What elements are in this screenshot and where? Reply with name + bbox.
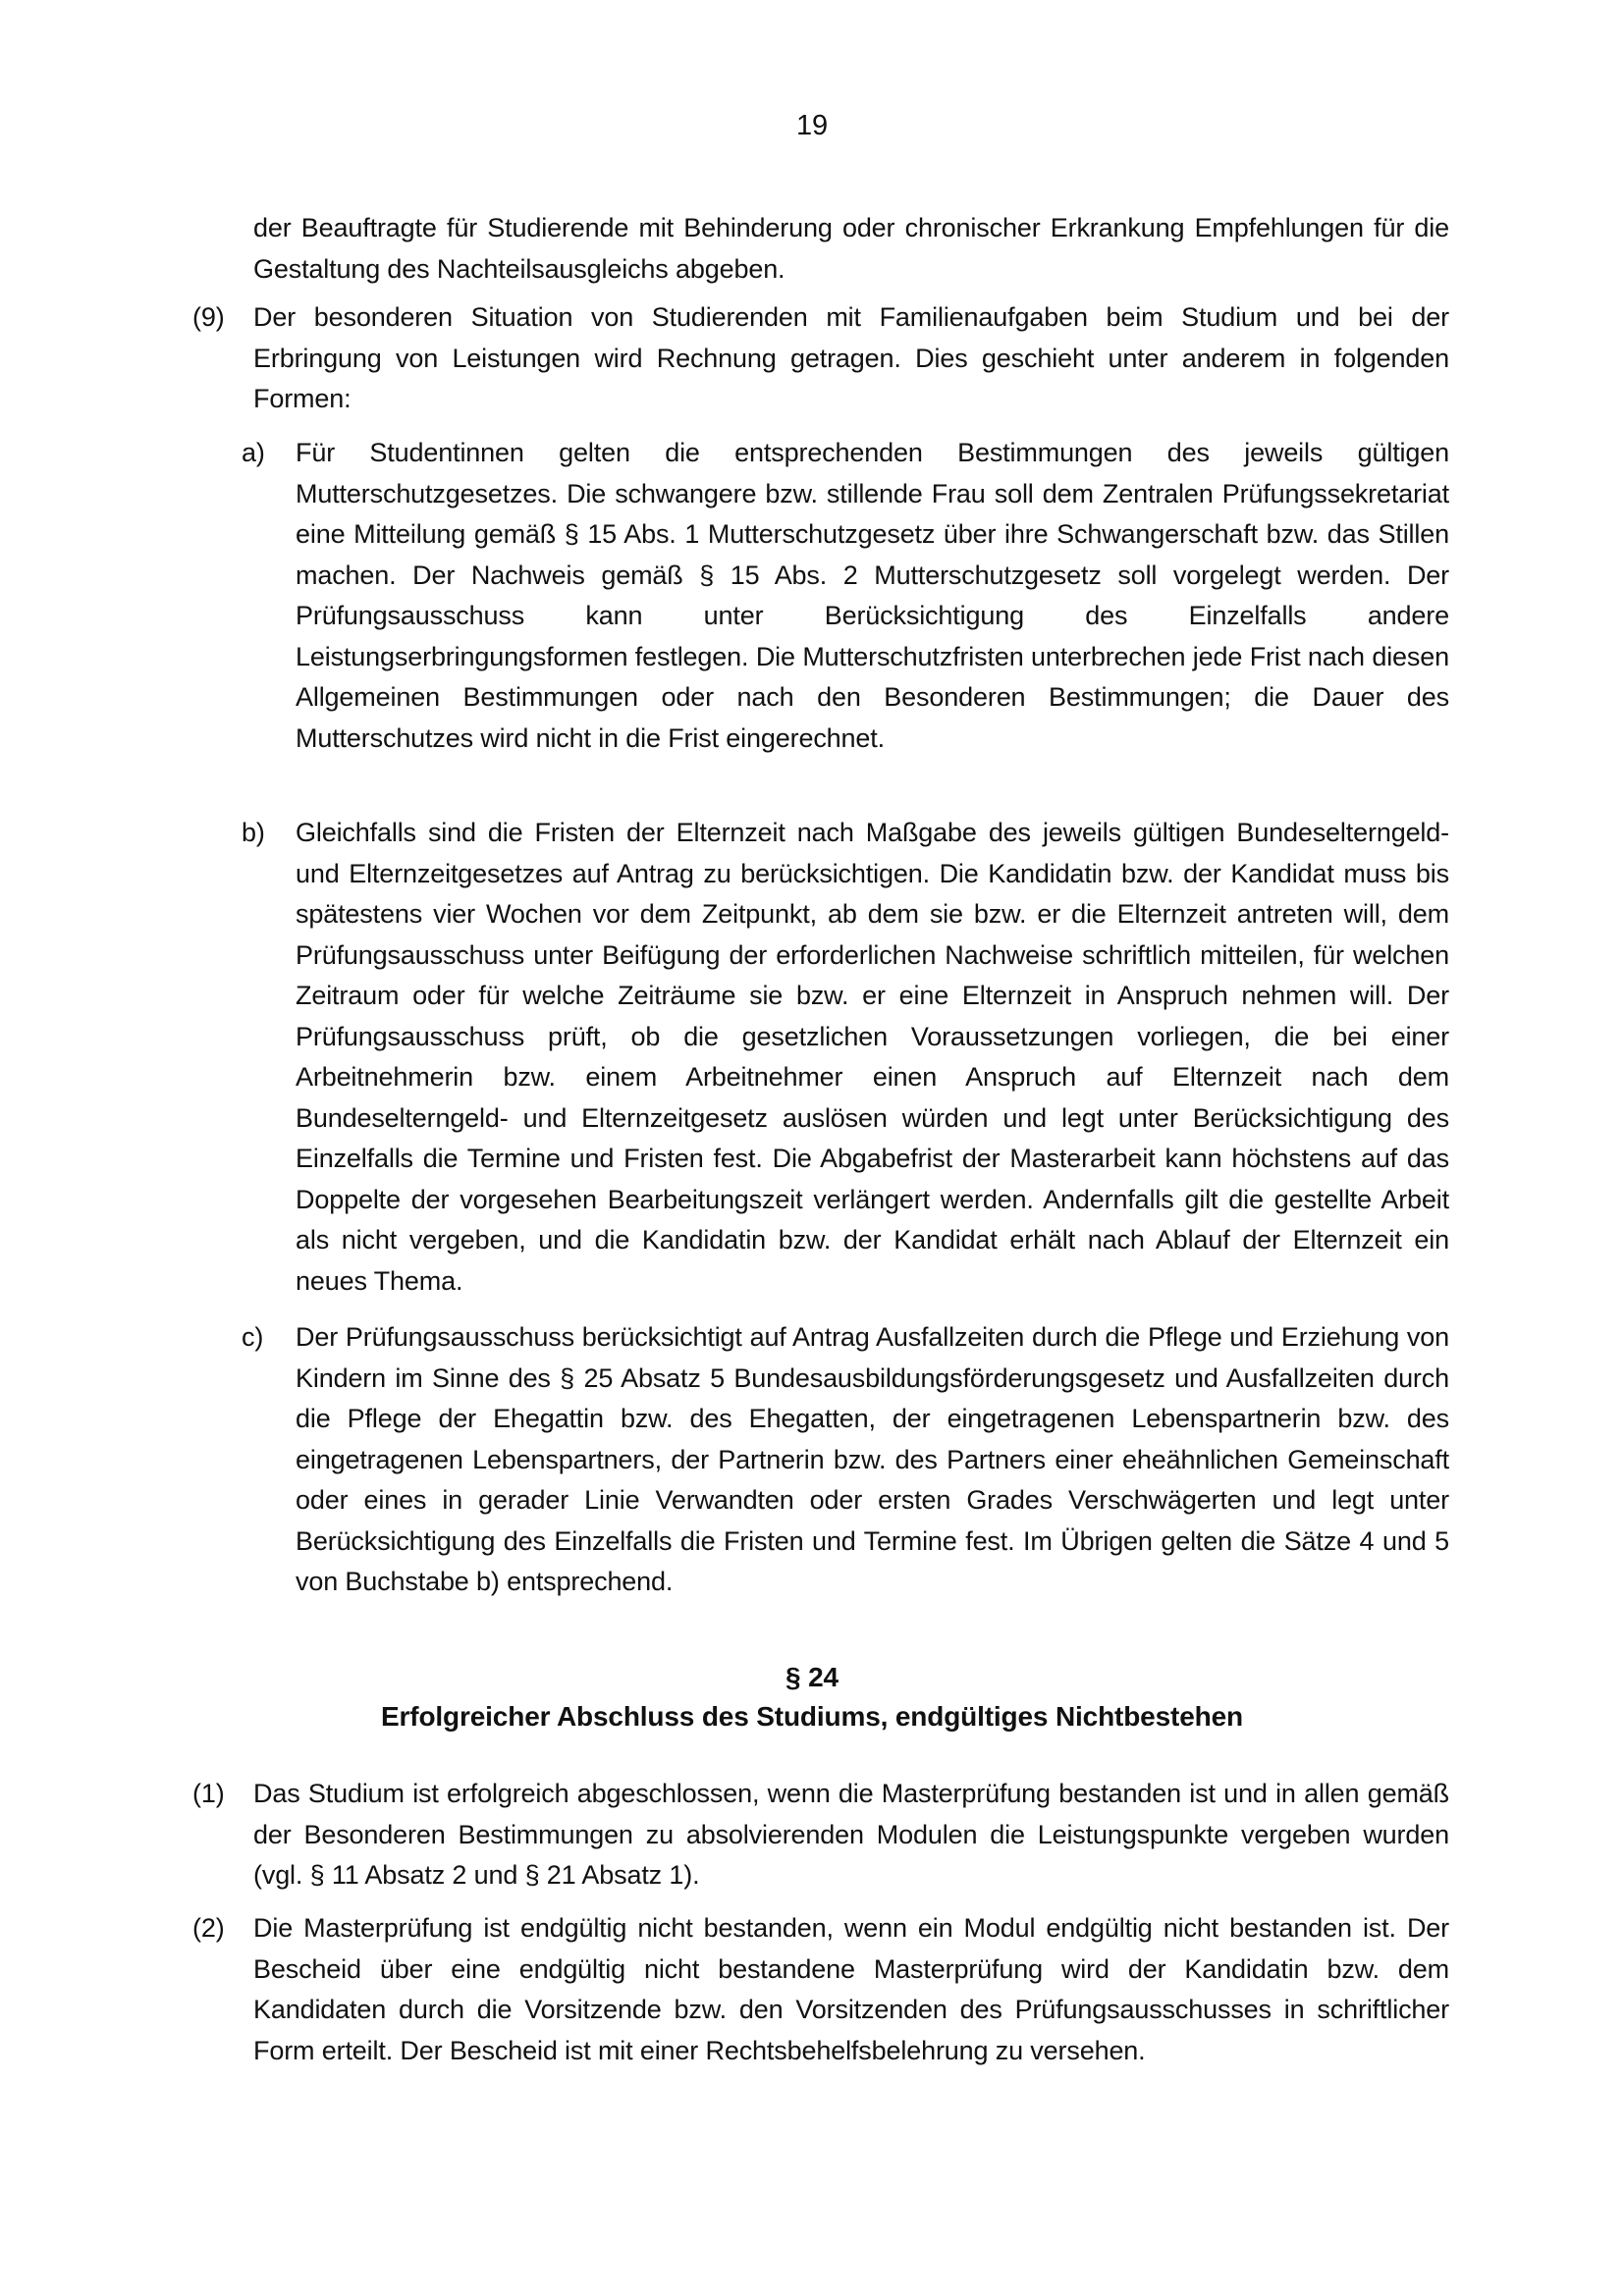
sub-c-text: Der Prüfungsausschuss berücksichtigt auf Antrag Ausfallzeiten durch die Pflege und Erziehung von Kindern im Sinne des § 25 Absatz 5 Bundesausbildungsförderungsgesetz und Ausfallzeiten durch die Pflege der Ehegattin bzw. des Ehegatten, der eingetragenen Lebenspartnerin bzw. des eingetragenen Lebenspartners, der Partnerin bzw. des Partners einer eheähnlichen Gemeinschaft oder eines in gerader Linie Verwandten oder ersten Grades Verschwägerten und legt unter Berücksichtigung des Einzelfalls die Fristen und Termine fest. Im Übrigen gelten die Sätze 4 und 5 von Buchstabe b) entsprechend.	[296, 1322, 1449, 1596]
item-9-label: (9)	[192, 302, 225, 332]
section-number: § 24	[785, 1662, 839, 1692]
page-number: 19	[796, 110, 828, 141]
s24-item-2-label: (2)	[192, 1913, 225, 1943]
s24-item-1-text: Das Studium ist erfolgreich abgeschlossen, wenn die Masterprüfung bestanden ist und in allen gemäß der Besonderen Bestimmungen zu absolvierenden Modulen die Leistungspunkte vergeben wurden (vgl. § 11 Absatz 2 und § 21 Absatz 1).	[253, 1779, 1449, 1890]
sub-a-text: Für Studentinnen gelten die entsprechenden Bestimmungen des jeweils gültigen Mutterschutzgesetzes. Die schwangere bzw. stillende Frau soll dem Zentralen Prüfungssekretariat eine Mitteilung gemäß § 15 Abs. 1 Mutterschutzgesetz über ihre Schwangerschaft bzw. das Stillen machen. Der Nachweis gemäß § 15 Abs. 2 Mutterschutzgesetz soll vorgelegt werden. Der Prüfungsausschuss kann unter Berücksichtigung des Einzelfalls andere Leistungserbringungsformen festlegen. Die Mutterschutzfristen unterbrechen jede Frist nach diesen Allgemeinen Bestimmungen oder nach den Besonderen Bestimmungen; die Dauer des Mutterschutzes wird nicht in die Frist eingerechnet.	[296, 438, 1449, 753]
s24-item-2-text: Die Masterprüfung ist endgültig nicht bestanden, wenn ein Modul endgültig nicht bestanden ist. Der Bescheid über eine endgültig nicht bestandene Masterprüfung wird der Kandidatin bzw. dem Kandidaten durch die Vorsitzende bzw. den Vorsitzenden des Prüfungsausschusses in schriftlicher Form erteilt. Der Bescheid ist mit einer Rechtsbehelfsbelehrung zu versehen.	[253, 1913, 1449, 2065]
sub-b-label: b)	[242, 818, 265, 847]
sub-c-label: c)	[242, 1322, 264, 1352]
section-title: Erfolgreicher Abschluss des Studiums, endgültiges Nichtbestehen	[381, 1701, 1243, 1732]
continuation-paragraph: der Beauftragte für Studierende mit Behinderung oder chronischer Erkrankung Empfehlungen für die Gestaltung des Nachteilsausgleichs abgeben.	[253, 213, 1449, 284]
s24-item-1-label: (1)	[192, 1779, 225, 1808]
sub-b-text: Gleichfalls sind die Fristen der Elternzeit nach Maßgabe des jeweils gültigen Bundeselterngeld- und Elternzeitgesetzes auf Antrag zu berücksichtigen. Die Kandidatin bzw. der Kandidat muss bis spätestens vier Wochen vor dem Zeitpunkt, ab dem sie bzw. er die Elternzeit antreten will, dem Prüfungsausschuss unter Beifügung der erforderlichen Nachweise schriftlich mitteilen, für welchen Zeitraum oder für welche Zeiträume sie bzw. er eine Elternzeit in Anspruch nehmen will. Der Prüfungsausschuss prüft, ob die gesetzlichen Voraussetzungen vorliegen, die bei einer Arbeitnehmerin bzw. einem Arbeitnehmer einen Anspruch auf Elternzeit nach dem Bundeselterngeld- und Elternzeitgesetz auslösen würden und legt unter Berücksichtigung des Einzelfalls die Termine und Fristen fest. Die Abgabefrist der Masterarbeit kann höchstens auf das Doppelte der vorgesehen Bearbeitungszeit verlängert werden. Andernfalls gilt die gestellte Arbeit als nicht vergeben, und die Kandidatin bzw. der Kandidat erhält nach Ablauf der Elternzeit ein neues Thema.	[296, 818, 1449, 1296]
item-9-text: Der besonderen Situation von Studierenden mit Familienaufgaben beim Studium und bei der Erbringung von Leistungen wird Rechnung getragen. Dies geschieht unter anderem in folgenden Formen:	[253, 302, 1449, 413]
sub-a-label: a)	[242, 438, 265, 467]
